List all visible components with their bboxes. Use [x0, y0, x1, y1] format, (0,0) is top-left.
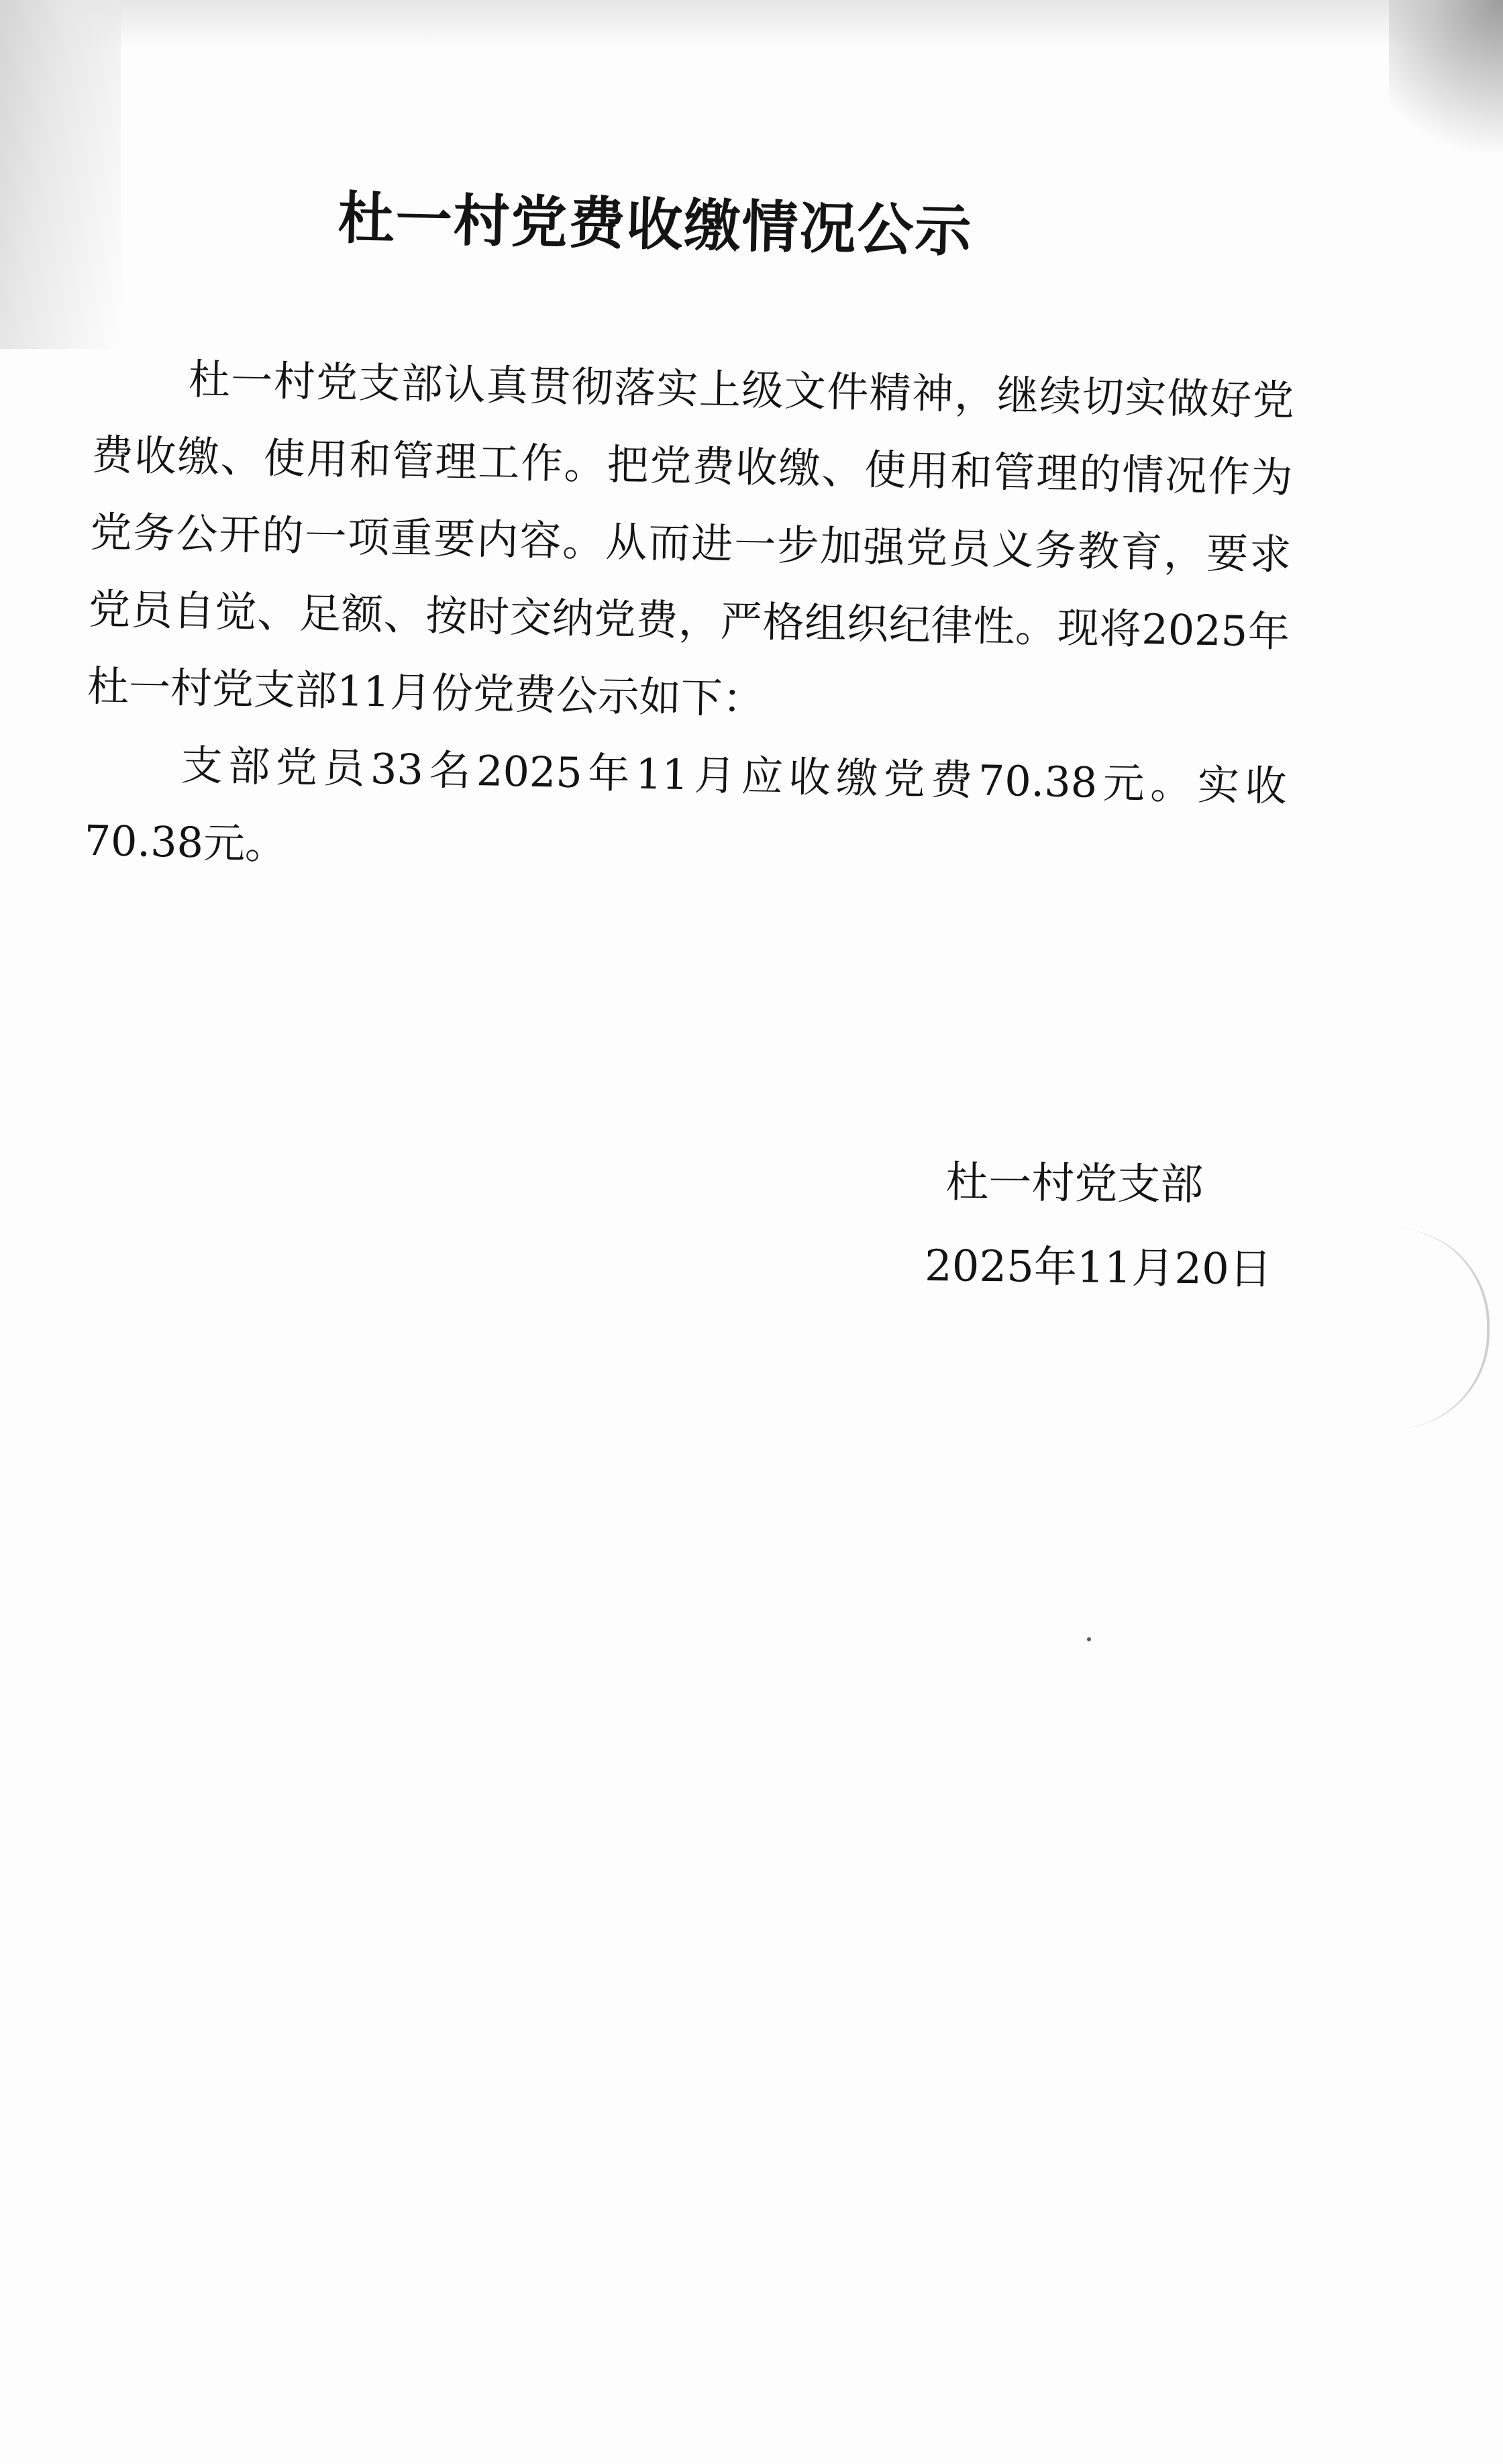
page-edge-shadow-right	[1389, 0, 1503, 174]
notice-paragraph-dues: 支部党员33名2025年11月应收缴党费70.38元。实收70.38元。	[83, 740, 1288, 869]
signature-organization: 杜一村党支部	[945, 1158, 1204, 1211]
paper-speck	[1087, 1637, 1091, 1641]
page-edge-shadow-top	[0, 0, 1503, 47]
notice-title: 杜一村党费收缴情况公示	[337, 184, 974, 264]
signature-date: 2025年11月20日	[924, 1241, 1273, 1295]
page-edge-shadow-left	[0, 0, 121, 349]
notice-body	[84, 339, 1295, 902]
notice-paragraph-intro: 杜一村党支部认真贯彻落实上级文件精神，继续切实做好党费收缴、使用和管理工作。把党费收缴、使用和管理的情况作为党务公开的一项重要内容。从而进一步加强党员义务教育，要求党员自觉、足额、按时交纳党费，严格组织纪律性。现将2025年杜一村党支部11月份党费公示如下：	[87, 354, 1295, 724]
notice-signature	[924, 1141, 1342, 1313]
page-fold-mark	[1393, 1228, 1490, 1429]
